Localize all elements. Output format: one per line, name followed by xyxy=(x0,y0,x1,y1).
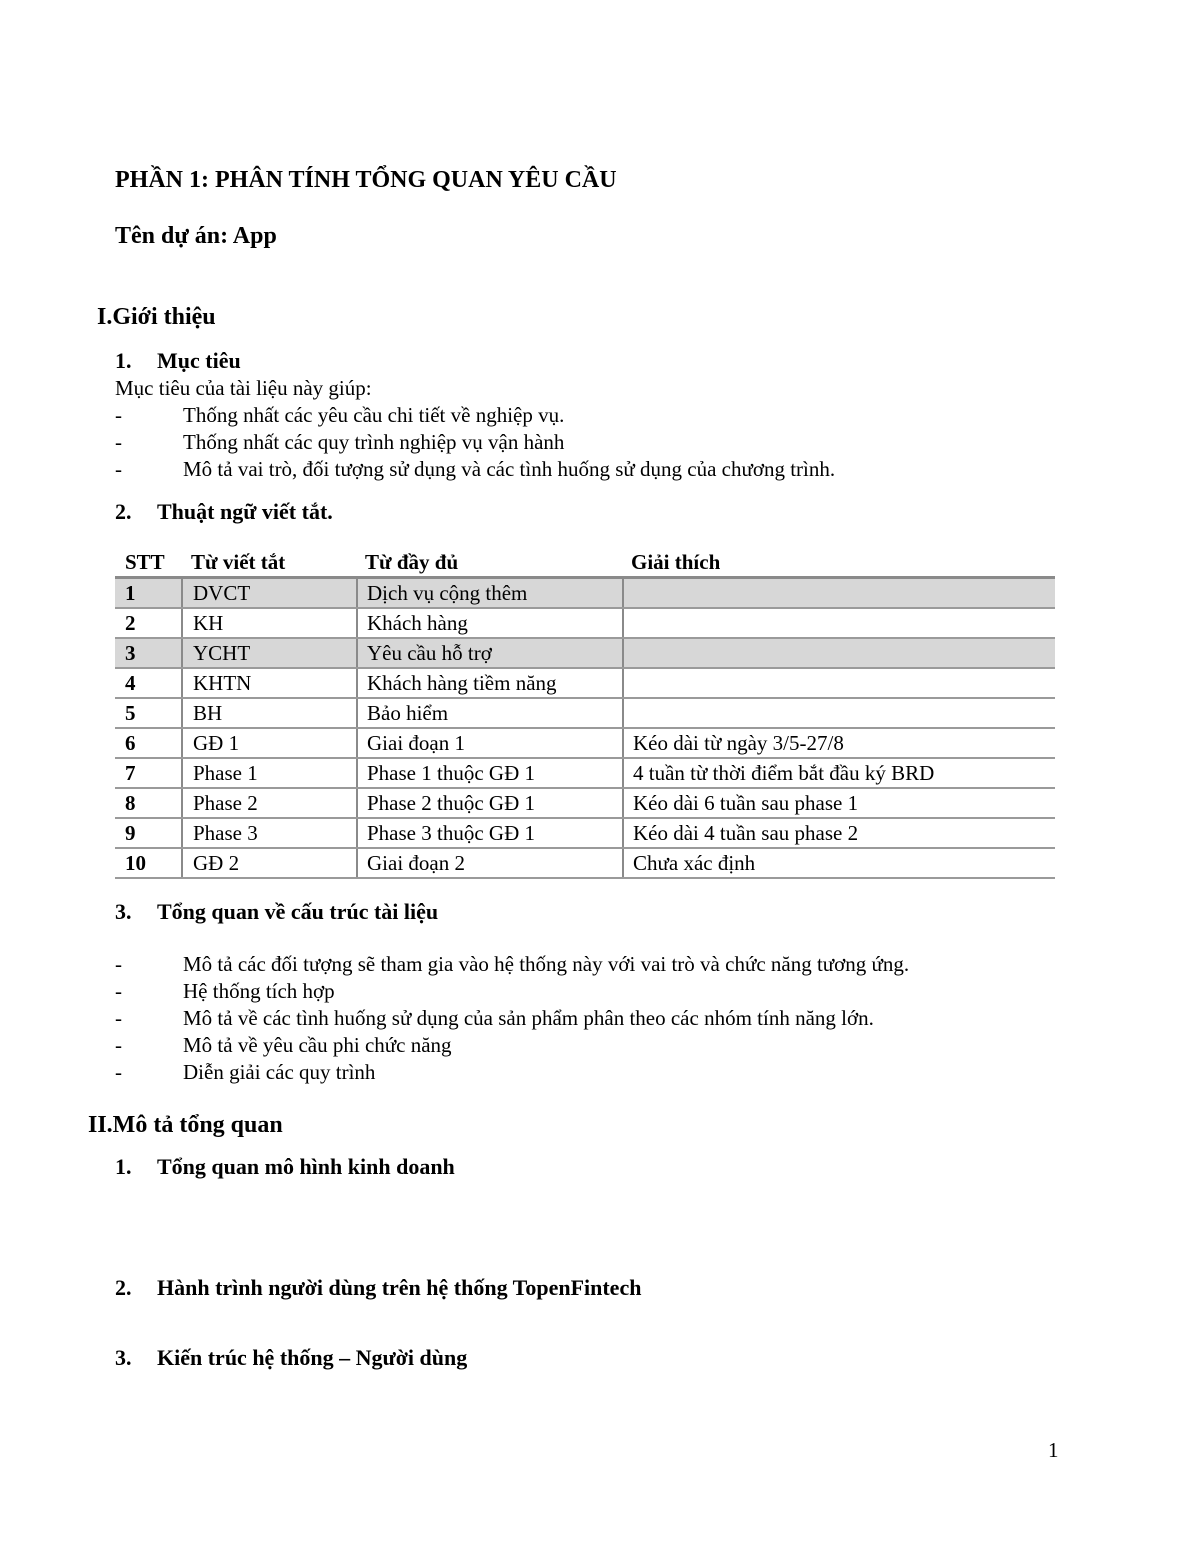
cell-abbr: DVCT xyxy=(181,579,356,607)
cell-full: Khách hàng tiềm năng xyxy=(356,669,622,697)
table-row xyxy=(115,789,1055,819)
cell-stt: 8 xyxy=(125,791,136,815)
bullet-text: Mô tả về các tình huống sử dụng của sản phẩm phân theo các nhóm tính năng lớn. xyxy=(183,1006,874,1030)
abbreviation-table xyxy=(115,548,1055,879)
cell-note: Chưa xác định xyxy=(622,849,1055,877)
cell-abbr: Phase 1 xyxy=(181,759,356,787)
cell-note: Kéo dài từ ngày 3/5-27/8 xyxy=(622,729,1055,757)
cell-stt: 6 xyxy=(125,731,136,755)
list-item xyxy=(115,430,1015,457)
cell-abbr: BH xyxy=(181,699,356,727)
section-2-title: II.Mô tả tổng quan xyxy=(88,1112,283,1138)
table-row xyxy=(115,729,1055,759)
list-item xyxy=(115,403,1015,430)
cell-note xyxy=(622,669,1055,697)
cell-note: Kéo dài 4 tuần sau phase 2 xyxy=(622,819,1055,847)
cell-stt: 1 xyxy=(125,581,136,605)
bullet-dash: - xyxy=(115,1033,122,1057)
subsection-title: Kiến trúc hệ thống – Người dùng xyxy=(157,1345,468,1370)
cell-full: Giai đoạn 2 xyxy=(356,849,622,877)
subsection-title: Tổng quan mô hình kinh doanh xyxy=(157,1154,455,1179)
cell-abbr: Phase 2 xyxy=(181,789,356,817)
subsection-system-architecture xyxy=(115,1345,915,1373)
table-row xyxy=(115,759,1055,789)
list-item xyxy=(115,979,1065,1006)
subsection-user-journey xyxy=(115,1275,915,1303)
cell-stt: 7 xyxy=(125,761,136,785)
bullet-text: Thống nhất các yêu cầu chi tiết về nghiệp vụ. xyxy=(183,403,565,427)
cell-note xyxy=(622,609,1055,637)
subsection-title: Thuật ngữ viết tắt. xyxy=(157,499,333,524)
bullet-text: Diễn giải các quy trình xyxy=(183,1060,376,1084)
subsection-title: Mục tiêu xyxy=(157,348,241,373)
bullet-dash: - xyxy=(115,1006,122,1030)
cell-stt: 4 xyxy=(125,671,136,695)
cell-abbr: GĐ 1 xyxy=(181,729,356,757)
cell-note xyxy=(622,699,1055,727)
table-row xyxy=(115,699,1055,729)
cell-stt: 5 xyxy=(125,701,136,725)
cell-stt: 3 xyxy=(125,641,136,665)
subsection-abbreviations xyxy=(115,499,715,527)
subsection-number: 3. xyxy=(115,1345,132,1370)
list-item xyxy=(115,1060,1065,1087)
cell-abbr: GĐ 2 xyxy=(181,849,356,877)
header-note: Giải thích xyxy=(631,550,721,574)
cell-abbr: Phase 3 xyxy=(181,819,356,847)
subsection-number: 1. xyxy=(115,348,132,373)
cell-full: Yêu cầu hỗ trợ xyxy=(356,639,622,667)
bullet-dash: - xyxy=(115,952,122,976)
cell-full: Phase 2 thuộc GĐ 1 xyxy=(356,789,622,817)
part-title: PHẦN 1: PHÂN TÍNH TỔNG QUAN YÊU CẦU xyxy=(115,167,617,193)
bullet-dash: - xyxy=(115,979,122,1003)
subsection-title: Tổng quan về cấu trúc tài liệu xyxy=(157,899,439,924)
cell-note: 4 tuần từ thời điểm bắt đầu ký BRD xyxy=(622,759,1055,787)
subsection-number: 3. xyxy=(115,899,132,924)
list-item xyxy=(115,952,1065,979)
list-item xyxy=(115,1033,1065,1060)
cell-full: Phase 1 thuộc GĐ 1 xyxy=(356,759,622,787)
bullet-dash: - xyxy=(115,430,122,454)
bullet-dash: - xyxy=(115,1060,122,1084)
bullet-dash: - xyxy=(115,457,122,481)
subsection-title: Hành trình người dùng trên hệ thống TopenFintech xyxy=(157,1275,642,1300)
cell-note xyxy=(622,639,1055,667)
cell-stt: 2 xyxy=(125,611,136,635)
cell-full: Khách hàng xyxy=(356,609,622,637)
bullet-text: Thống nhất các quy trình nghiệp vụ vận hành xyxy=(183,430,565,454)
objective-intro: Mục tiêu của tài liệu này giúp: xyxy=(115,376,372,400)
header-abbr: Từ viết tắt xyxy=(191,550,286,574)
project-name: Tên dự án: App xyxy=(115,223,277,249)
cell-full: Dịch vụ cộng thêm xyxy=(356,579,622,607)
cell-note: Kéo dài 6 tuần sau phase 1 xyxy=(622,789,1055,817)
table-row xyxy=(115,819,1055,849)
bullet-dash: - xyxy=(115,403,122,427)
table-row xyxy=(115,579,1055,609)
cell-full: Giai đoạn 1 xyxy=(356,729,622,757)
table-body xyxy=(115,576,1055,879)
table-row xyxy=(115,669,1055,699)
cell-stt: 9 xyxy=(125,821,136,845)
cell-full: Phase 3 thuộc GĐ 1 xyxy=(356,819,622,847)
bullet-text: Mô tả vai trò, đối tượng sử dụng và các tình huống sử dụng của chương trình. xyxy=(183,457,836,481)
bullet-text: Mô tả các đối tượng sẽ tham gia vào hệ thống này với vai trò và chức năng tương ứng. xyxy=(183,952,910,976)
table-header xyxy=(115,548,1055,576)
subsection-number: 2. xyxy=(115,1275,132,1300)
table-row xyxy=(115,639,1055,669)
cell-full: Bảo hiểm xyxy=(356,699,622,727)
bullet-text: Mô tả về yêu cầu phi chức năng xyxy=(183,1033,452,1057)
header-stt: STT xyxy=(125,550,165,574)
subsection-number: 2. xyxy=(115,499,132,524)
subsection-number: 1. xyxy=(115,1154,132,1179)
section-1-title: I.Giới thiệu xyxy=(97,304,216,330)
cell-stt: 10 xyxy=(125,851,146,875)
list-item xyxy=(115,1006,1065,1033)
bullet-text: Hệ thống tích hợp xyxy=(183,979,335,1003)
cell-abbr: YCHT xyxy=(181,639,356,667)
list-item xyxy=(115,457,1015,484)
subsection-business-model xyxy=(115,1154,915,1182)
subsection-objective xyxy=(115,348,715,376)
subsection-doc-structure xyxy=(115,899,715,927)
page-number: 1 xyxy=(1048,1438,1059,1462)
cell-abbr: KH xyxy=(181,609,356,637)
cell-note xyxy=(622,579,1055,607)
table-row xyxy=(115,609,1055,639)
header-full: Từ đầy đủ xyxy=(365,550,459,574)
cell-abbr: KHTN xyxy=(181,669,356,697)
table-row xyxy=(115,849,1055,879)
